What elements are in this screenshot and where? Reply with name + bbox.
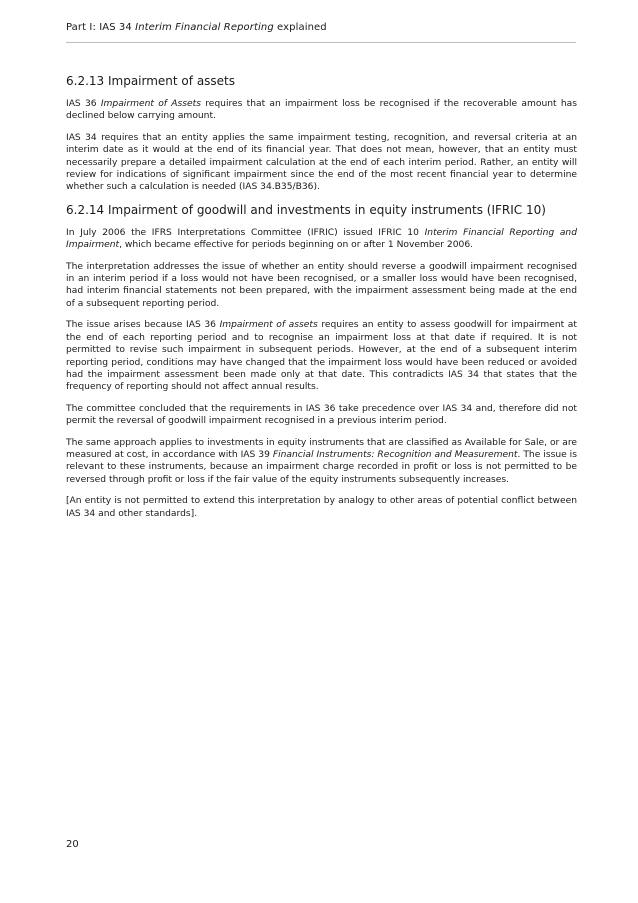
- header-suffix: explained: [273, 22, 327, 33]
- page-number: 20: [66, 839, 79, 850]
- standard-title: Impairment of Assets: [100, 99, 201, 109]
- running-header: [66, 22, 327, 33]
- standard-title: Interim Financial Reporting and Impairment: [66, 227, 577, 251]
- section-heading-ifric-10: 6.2.14 Impairment of goodwill and investments in equity instruments (IFRIC 10): [66, 202, 546, 217]
- standard-title: Financial Instruments: Recognition and Measurement: [272, 449, 518, 460]
- document-body: [66, 74, 577, 529]
- text-run: requires an entity to assess goodwill for impairment at the end of each reporting period and to recognise an impairment loss at that date if required. It is not permitted to revise such impairment in subsequent periods. However, at the end of a subsequent interim reporting period, conditions may have changed that the impairment loss would have been reduced or avoided had the impairment assessment been made only at that date. This contradicts IAS 34 that states that the frequency of reporting should not affect annual results.: [66, 320, 577, 393]
- text-run: , which became effective for periods beginning on or after 1 November 2006.: [119, 240, 474, 251]
- standard-title: Impairment of assets: [219, 320, 318, 331]
- paragraph: IAS 34 requires that an entity applies the same impairment testing, recognition, and reversal criteria at an interim date as it would at the end of its financial year. That does not mean, however, that an entity must necessarily prepare a detailed impairment calculation at the end of each interim period. Rather, an entity will review for indications of significant impairment since the end of the most recent financial year to determine whether such a calculation is needed (IAS 34.B35/B36).: [66, 132, 577, 193]
- text-run: The issue arises because IAS 36: [66, 320, 220, 331]
- paragraph: [66, 319, 577, 393]
- text-run: The same approach applies to investments in equity instruments that are classified as Available for Sale, or are measured at cost, in accordance with IAS 39: [66, 437, 577, 460]
- text-run: IAS 36: [66, 99, 101, 109]
- header-divider: [66, 42, 576, 43]
- text-run: requires that an impairment loss be recognised if the recoverable amount has declined below carrying amount.: [66, 99, 577, 122]
- text-run: . The issue is relevant to these instruments, because an impairment charge recorded in profit or loss is not permitted to be reversed through profit or loss if the fair value of the equity instruments subsequently increases.: [66, 449, 577, 485]
- paragraph: [66, 227, 577, 252]
- header-title: Interim Financial Reporting: [135, 22, 274, 33]
- paragraph: The committee concluded that the requirements in IAS 36 take precedence over IAS 34 and, therefore did not permit the reversal of goodwill impairment recognised in a previous interim period.: [66, 403, 577, 427]
- paragraph: [66, 437, 577, 487]
- paragraph: [An entity is not permitted to extend this interpretation by analogy to other areas of potential conflict between IAS 34 and other standards].: [66, 496, 577, 519]
- text-run: In July 2006 the IFRS Interpretations Committee (IFRIC) issued IFRIC 10: [66, 227, 425, 238]
- paragraph: The interpretation addresses the issue of whether an entity should reverse a goodwill impairment recognised in an interim period if a loss would not have been recognised, or a smaller loss would have been recognised, had interim financial statements not been prepared, with the impairment assessment being made at the end of a subsequent reporting period.: [66, 261, 577, 309]
- paragraph: [66, 98, 577, 123]
- section-heading-impairment-of-assets: 6.2.13 Impairment of assets: [66, 74, 236, 88]
- header-prefix: Part I: IAS 34: [66, 22, 136, 33]
